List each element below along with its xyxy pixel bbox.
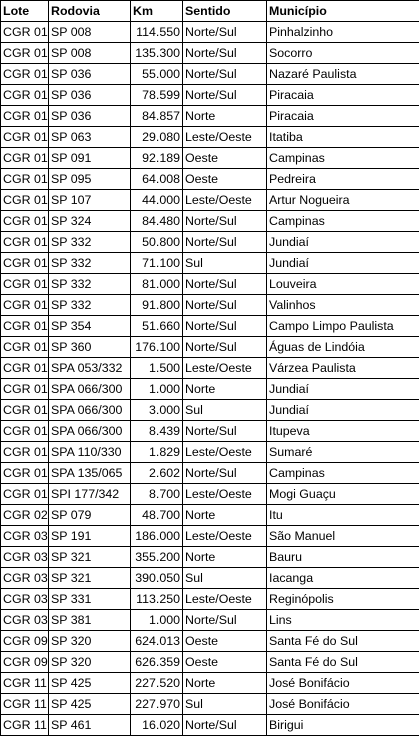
cell-km[interactable]: 624.013 [131,631,183,652]
cell-municipio[interactable]: Jundiaí [267,253,419,274]
table-row [1,358,419,379]
cell-rodovia[interactable]: SP 008 [49,43,131,64]
cell-lote[interactable]: CGR 03 [1,589,49,610]
table-row [1,295,419,316]
cell-lote[interactable]: CGR 03 [1,568,49,589]
cell-municipio[interactable]: Iacanga [267,568,419,589]
table-row [1,148,419,169]
cell-municipio[interactable]: Pedreira [267,169,419,190]
cell-lote[interactable]: CGR 01 [1,358,49,379]
table-row [1,589,419,610]
cell-sentido[interactable]: Norte/Sul [183,43,267,64]
cell-rodovia[interactable]: SP 321 [49,547,131,568]
cell-lote[interactable]: CGR 01 [1,421,49,442]
cell-km[interactable]: 227.520 [131,673,183,694]
cell-km[interactable]: 114.550 [131,22,183,43]
table-row [1,547,419,568]
cell-sentido[interactable]: Leste/Oeste [183,127,267,148]
table-row [1,22,419,43]
cell-sentido[interactable]: Oeste [183,652,267,673]
header-lote[interactable]: Lote [1,1,49,22]
cell-km[interactable]: 78.599 [131,85,183,106]
table-row [1,610,419,631]
cell-municipio[interactable]: Lins [267,610,419,631]
cell-municipio[interactable]: Pinhalzinho [267,22,419,43]
cell-lote[interactable]: CGR 01 [1,127,49,148]
cell-lote[interactable]: CGR 11 [1,715,49,736]
cell-sentido[interactable]: Norte/Sul [183,274,267,295]
cell-municipio[interactable]: Várzea Paulista [267,358,419,379]
cell-sentido[interactable]: Norte/Sul [183,715,267,736]
cell-rodovia[interactable]: SP 008 [49,22,131,43]
cell-lote[interactable]: CGR 09 [1,631,49,652]
cell-municipio[interactable]: Itatiba [267,127,419,148]
cell-lote[interactable]: CGR 01 [1,85,49,106]
cell-sentido[interactable]: Norte/Sul [183,22,267,43]
cell-sentido[interactable]: Oeste [183,169,267,190]
cell-rodovia[interactable]: SP 036 [49,64,131,85]
cell-km[interactable]: 55.000 [131,64,183,85]
table-row [1,253,419,274]
cell-km[interactable]: 84.857 [131,106,183,127]
cell-lote[interactable]: CGR 03 [1,610,49,631]
cell-sentido[interactable]: Norte/Sul [183,463,267,484]
cell-km[interactable]: 626.359 [131,652,183,673]
cell-municipio[interactable]: Louveira [267,274,419,295]
cell-sentido[interactable]: Sul [183,694,267,715]
cell-municipio[interactable]: Jundiaí [267,232,419,253]
cell-municipio[interactable]: Valinhos [267,295,419,316]
cell-lote[interactable]: CGR 01 [1,316,49,337]
table-row [1,274,419,295]
cell-rodovia[interactable]: SP 191 [49,526,131,547]
cell-municipio[interactable]: Mogi Guaçu [267,484,419,505]
cell-km[interactable]: 227.970 [131,694,183,715]
cell-km[interactable]: 16.020 [131,715,183,736]
cell-km[interactable]: 1.829 [131,442,183,463]
cell-sentido[interactable]: Norte [183,547,267,568]
cell-municipio[interactable]: Sumaré [267,442,419,463]
cell-sentido[interactable]: Norte/Sul [183,211,267,232]
cell-rodovia[interactable]: SP 425 [49,673,131,694]
cell-sentido[interactable]: Leste/Oeste [183,589,267,610]
cell-km[interactable]: 1.000 [131,379,183,400]
cell-rodovia[interactable]: SP 425 [49,694,131,715]
header-rodovia[interactable]: Rodovia [49,1,131,22]
cell-municipio[interactable]: Santa Fé do Sul [267,631,419,652]
cell-lote[interactable]: CGR 01 [1,379,49,400]
cell-rodovia[interactable]: SPA 135/065 [49,463,131,484]
cell-municipio[interactable]: Piracaia [267,85,419,106]
table-row [1,106,419,127]
table-row [1,232,419,253]
cell-rodovia[interactable]: SP 079 [49,505,131,526]
table-row [1,442,419,463]
cell-lote[interactable]: CGR 11 [1,694,49,715]
cell-lote[interactable]: CGR 01 [1,106,49,127]
cell-sentido[interactable]: Norte [183,505,267,526]
cell-km[interactable]: 113.250 [131,589,183,610]
header-km[interactable]: Km [131,1,183,22]
cell-sentido[interactable]: Norte/Sul [183,232,267,253]
table-row [1,526,419,547]
table-row [1,421,419,442]
cell-lote[interactable]: CGR 03 [1,547,49,568]
table-row [1,43,419,64]
cell-rodovia[interactable]: SP 321 [49,568,131,589]
cell-rodovia[interactable]: SP 331 [49,589,131,610]
cell-sentido[interactable]: Norte [183,106,267,127]
cell-rodovia[interactable]: SP 063 [49,127,131,148]
cell-lote[interactable]: CGR 01 [1,253,49,274]
cell-municipio[interactable]: Artur Nogueira [267,190,419,211]
cell-km[interactable]: 355.200 [131,547,183,568]
cell-km[interactable]: 81.000 [131,274,183,295]
cell-sentido[interactable]: Norte [183,379,267,400]
cell-rodovia[interactable]: SP 381 [49,610,131,631]
cell-sentido[interactable]: Norte [183,673,267,694]
cell-lote[interactable]: CGR 09 [1,652,49,673]
cell-lote[interactable]: CGR 01 [1,337,49,358]
cell-municipio[interactable]: Birigui [267,715,419,736]
cell-sentido[interactable]: Leste/Oeste [183,526,267,547]
cell-km[interactable]: 176.100 [131,337,183,358]
cell-lote[interactable]: CGR 01 [1,43,49,64]
cell-rodovia[interactable]: SPA 110/330 [49,442,131,463]
cell-municipio[interactable]: Jundiaí [267,400,419,421]
cell-km[interactable]: 71.100 [131,253,183,274]
cell-rodovia[interactable]: SP 332 [49,253,131,274]
cell-rodovia[interactable]: SP 107 [49,190,131,211]
cell-rodovia[interactable]: SP 332 [49,232,131,253]
cell-lote[interactable]: CGR 03 [1,526,49,547]
cell-km[interactable]: 8.439 [131,421,183,442]
cell-sentido[interactable]: Leste/Oeste [183,190,267,211]
cell-municipio[interactable]: Águas de Lindóia [267,337,419,358]
cell-sentido[interactable]: Norte/Sul [183,610,267,631]
cell-sentido[interactable]: Norte/Sul [183,337,267,358]
cell-rodovia[interactable]: SP 461 [49,715,131,736]
table-row [1,652,419,673]
cell-sentido[interactable]: Norte/Sul [183,421,267,442]
cell-lote[interactable]: CGR 01 [1,64,49,85]
table-row [1,484,419,505]
cell-municipio[interactable]: Piracaia [267,106,419,127]
cell-municipio[interactable]: Reginópolis [267,589,419,610]
cell-rodovia[interactable]: SP 332 [49,274,131,295]
cell-lote[interactable]: CGR 01 [1,211,49,232]
cell-km[interactable]: 1.000 [131,610,183,631]
cell-rodovia[interactable]: SP 320 [49,652,131,673]
table-row [1,316,419,337]
cell-municipio[interactable]: José Bonifácio [267,673,419,694]
cell-rodovia[interactable]: SP 332 [49,295,131,316]
cell-lote[interactable]: CGR 01 [1,190,49,211]
table-row [1,463,419,484]
cell-km[interactable]: 92.189 [131,148,183,169]
cell-rodovia[interactable]: SP 036 [49,85,131,106]
cell-sentido[interactable]: Leste/Oeste [183,442,267,463]
cell-sentido[interactable]: Sul [183,568,267,589]
table-row [1,85,419,106]
cell-km[interactable]: 48.700 [131,505,183,526]
cell-lote[interactable]: CGR 01 [1,484,49,505]
table-row [1,568,419,589]
cell-km[interactable]: 64.008 [131,169,183,190]
cell-km[interactable]: 50.800 [131,232,183,253]
cell-sentido[interactable]: Sul [183,400,267,421]
table-row [1,64,419,85]
cell-sentido[interactable]: Sul [183,253,267,274]
cell-municipio[interactable]: Santa Fé do Sul [267,652,419,673]
cell-rodovia[interactable]: SP 360 [49,337,131,358]
cell-rodovia[interactable]: SP 095 [49,169,131,190]
header-row [1,1,419,22]
cell-rodovia[interactable]: SP 324 [49,211,131,232]
cell-lote[interactable]: CGR 01 [1,148,49,169]
cell-municipio[interactable]: Itu [267,505,419,526]
cell-municipio[interactable]: Nazaré Paulista [267,64,419,85]
cell-rodovia[interactable]: SP 354 [49,316,131,337]
cell-municipio[interactable]: Itupeva [267,421,419,442]
cell-sentido[interactable]: Oeste [183,148,267,169]
cell-km[interactable]: 135.300 [131,43,183,64]
table-row [1,190,419,211]
cell-km[interactable]: 3.000 [131,400,183,421]
table-row [1,400,419,421]
cell-municipio[interactable]: José Bonifácio [267,694,419,715]
cell-rodovia[interactable]: SPA 066/300 [49,421,131,442]
cell-municipio[interactable]: São Manuel [267,526,419,547]
cell-km[interactable]: 8.700 [131,484,183,505]
cell-km[interactable]: 84.480 [131,211,183,232]
cell-km[interactable]: 91.800 [131,295,183,316]
table-row [1,715,419,736]
cell-rodovia[interactable]: SPA 066/300 [49,379,131,400]
cell-km[interactable]: 2.602 [131,463,183,484]
cell-lote[interactable]: CGR 01 [1,463,49,484]
cell-rodovia[interactable]: SPI 177/342 [49,484,131,505]
cell-sentido[interactable]: Norte/Sul [183,64,267,85]
cell-sentido[interactable]: Norte/Sul [183,295,267,316]
cell-municipio[interactable]: Jundiaí [267,379,419,400]
cell-km[interactable]: 44.000 [131,190,183,211]
cell-municipio[interactable]: Campo Limpo Paulista [267,316,419,337]
cell-lote[interactable]: CGR 02 [1,505,49,526]
table-body [1,22,419,736]
table-row [1,337,419,358]
cell-sentido[interactable]: Norte/Sul [183,85,267,106]
cell-lote[interactable]: CGR 01 [1,295,49,316]
header-municipio[interactable]: Município [267,1,419,22]
cell-km[interactable]: 1.500 [131,358,183,379]
cell-sentido[interactable]: Oeste [183,631,267,652]
cell-lote[interactable]: CGR 01 [1,400,49,421]
cell-sentido[interactable]: Leste/Oeste [183,484,267,505]
cell-km[interactable]: 51.660 [131,316,183,337]
cell-rodovia[interactable]: SP 036 [49,106,131,127]
table-row [1,694,419,715]
table-row [1,505,419,526]
cell-municipio[interactable]: Socorro [267,43,419,64]
cell-municipio[interactable]: Campinas [267,211,419,232]
table-row [1,127,419,148]
cell-municipio[interactable]: Campinas [267,463,419,484]
cell-km[interactable]: 29.080 [131,127,183,148]
cell-rodovia[interactable]: SP 320 [49,631,131,652]
cell-municipio[interactable]: Campinas [267,148,419,169]
table-row [1,211,419,232]
cell-rodovia[interactable]: SPA 066/300 [49,400,131,421]
cell-lote[interactable]: CGR 11 [1,673,49,694]
table-row [1,379,419,400]
cell-km[interactable]: 390.050 [131,568,183,589]
cell-sentido[interactable]: Leste/Oeste [183,358,267,379]
table-row [1,673,419,694]
cell-municipio[interactable]: Bauru [267,547,419,568]
cell-sentido[interactable]: Norte/Sul [183,316,267,337]
cell-rodovia[interactable]: SPA 053/332 [49,358,131,379]
cell-rodovia[interactable]: SP 091 [49,148,131,169]
cell-lote[interactable]: CGR 01 [1,232,49,253]
header-sentido[interactable]: Sentido [183,1,267,22]
cell-lote[interactable]: CGR 01 [1,169,49,190]
cell-lote[interactable]: CGR 01 [1,22,49,43]
cell-km[interactable]: 186.000 [131,526,183,547]
cell-lote[interactable]: CGR 01 [1,274,49,295]
cell-lote[interactable]: CGR 01 [1,442,49,463]
table-row [1,169,419,190]
table-row [1,631,419,652]
